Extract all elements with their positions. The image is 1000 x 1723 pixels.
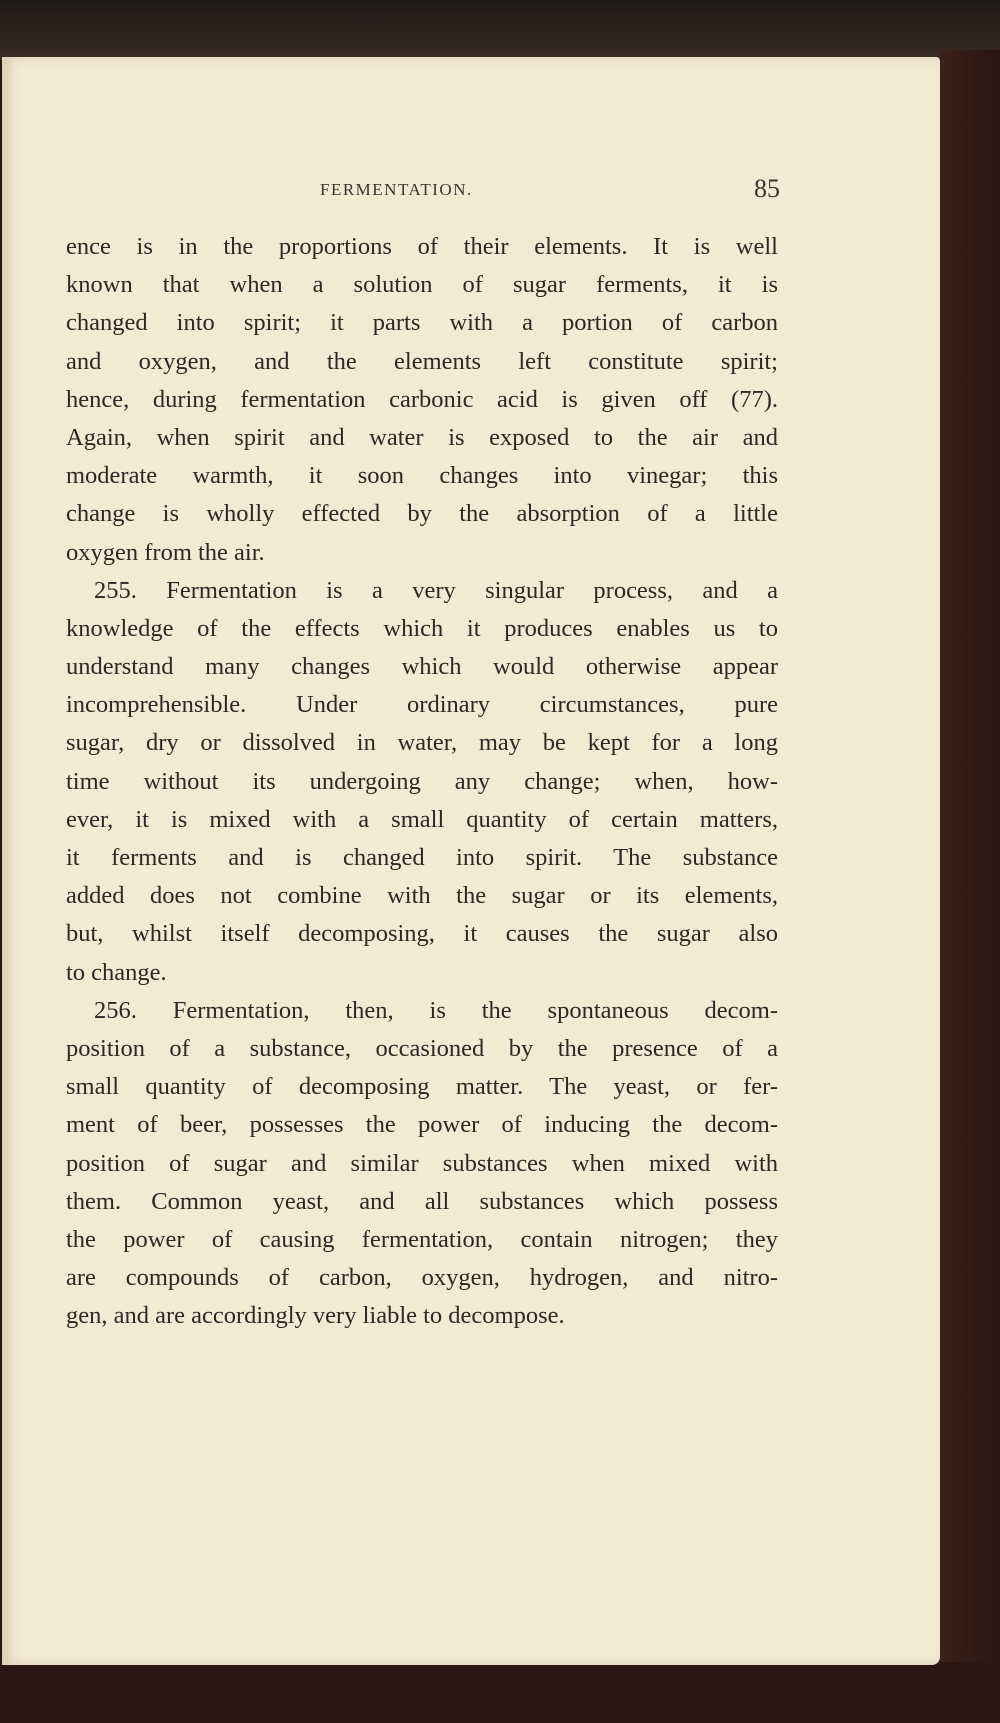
text-line: small quantity of decomposing matter. The yeast, or fer- [66,1073,778,1101]
text-line: position of sugar and similar substances when mixed with [66,1149,778,1177]
scan-background-top [0,0,1000,60]
text-line: 255. Fermentation is a very singular process, and a [94,576,778,604]
text-line: gen, and are accordingly very liable to decompose. [66,1302,565,1330]
text-line: sugar, dry or dissolved in water, may be kept for a long [66,729,778,757]
text-line: change is wholly effected by the absorption of a little [66,500,778,528]
page-number: 85 [754,174,780,203]
text-line: 256. Fermentation, then, is the spontaneous decom- [94,996,778,1024]
text-line: them. Common yeast, and all substances which possess [66,1187,778,1215]
page-header [66,176,780,206]
text-line: to change. [66,958,167,986]
page-body-text [66,228,778,1335]
text-line: knowledge of the effects which it produces enables us to [66,614,778,642]
text-line: are compounds of carbon, oxygen, hydrogen, and nitro- [66,1264,778,1292]
text-line: known that when a solution of sugar ferments, it is [66,271,778,299]
text-line: and oxygen, and the elements left constitute spirit; [66,347,778,375]
text-line: it ferments and is changed into spirit. The substance [66,844,778,871]
running-title: FERMENTATION. [320,180,473,199]
text-line: the power of causing fermentation, contain nitrogen; they [66,1225,778,1253]
text-line: changed into spirit; it parts with a portion of carbon [66,309,778,337]
text-line: understand many changes which would otherwise appear [66,653,778,681]
text-line: time without its undergoing any change; when, how- [66,767,778,795]
scan-background-bottom [0,1662,1000,1723]
text-line: position of a substance, occasioned by the presence of a [66,1034,778,1062]
text-line: but, whilst itself decomposing, it causes the sugar also [66,920,778,948]
book-edge [940,50,1000,1723]
text-line: moderate warmth, it soon changes into vinegar; this [66,462,778,490]
text-line: ment of beer, possesses the power of inducing the decom- [66,1111,778,1139]
text-line: ence is in the proportions of their elements. It is well [66,233,778,260]
text-line: hence, during fermentation carbonic acid is given off (77). [66,385,778,413]
text-line: incomprehensible. Under ordinary circumstances, pure [66,691,778,719]
text-line: ever, it is mixed with a small quantity of certain matters, [66,805,778,833]
text-line: Again, when spirit and water is exposed to the air and [66,423,778,451]
text-line: added does not combine with the sugar or its elements, [66,882,778,910]
text-line: oxygen from the air. [66,538,265,566]
